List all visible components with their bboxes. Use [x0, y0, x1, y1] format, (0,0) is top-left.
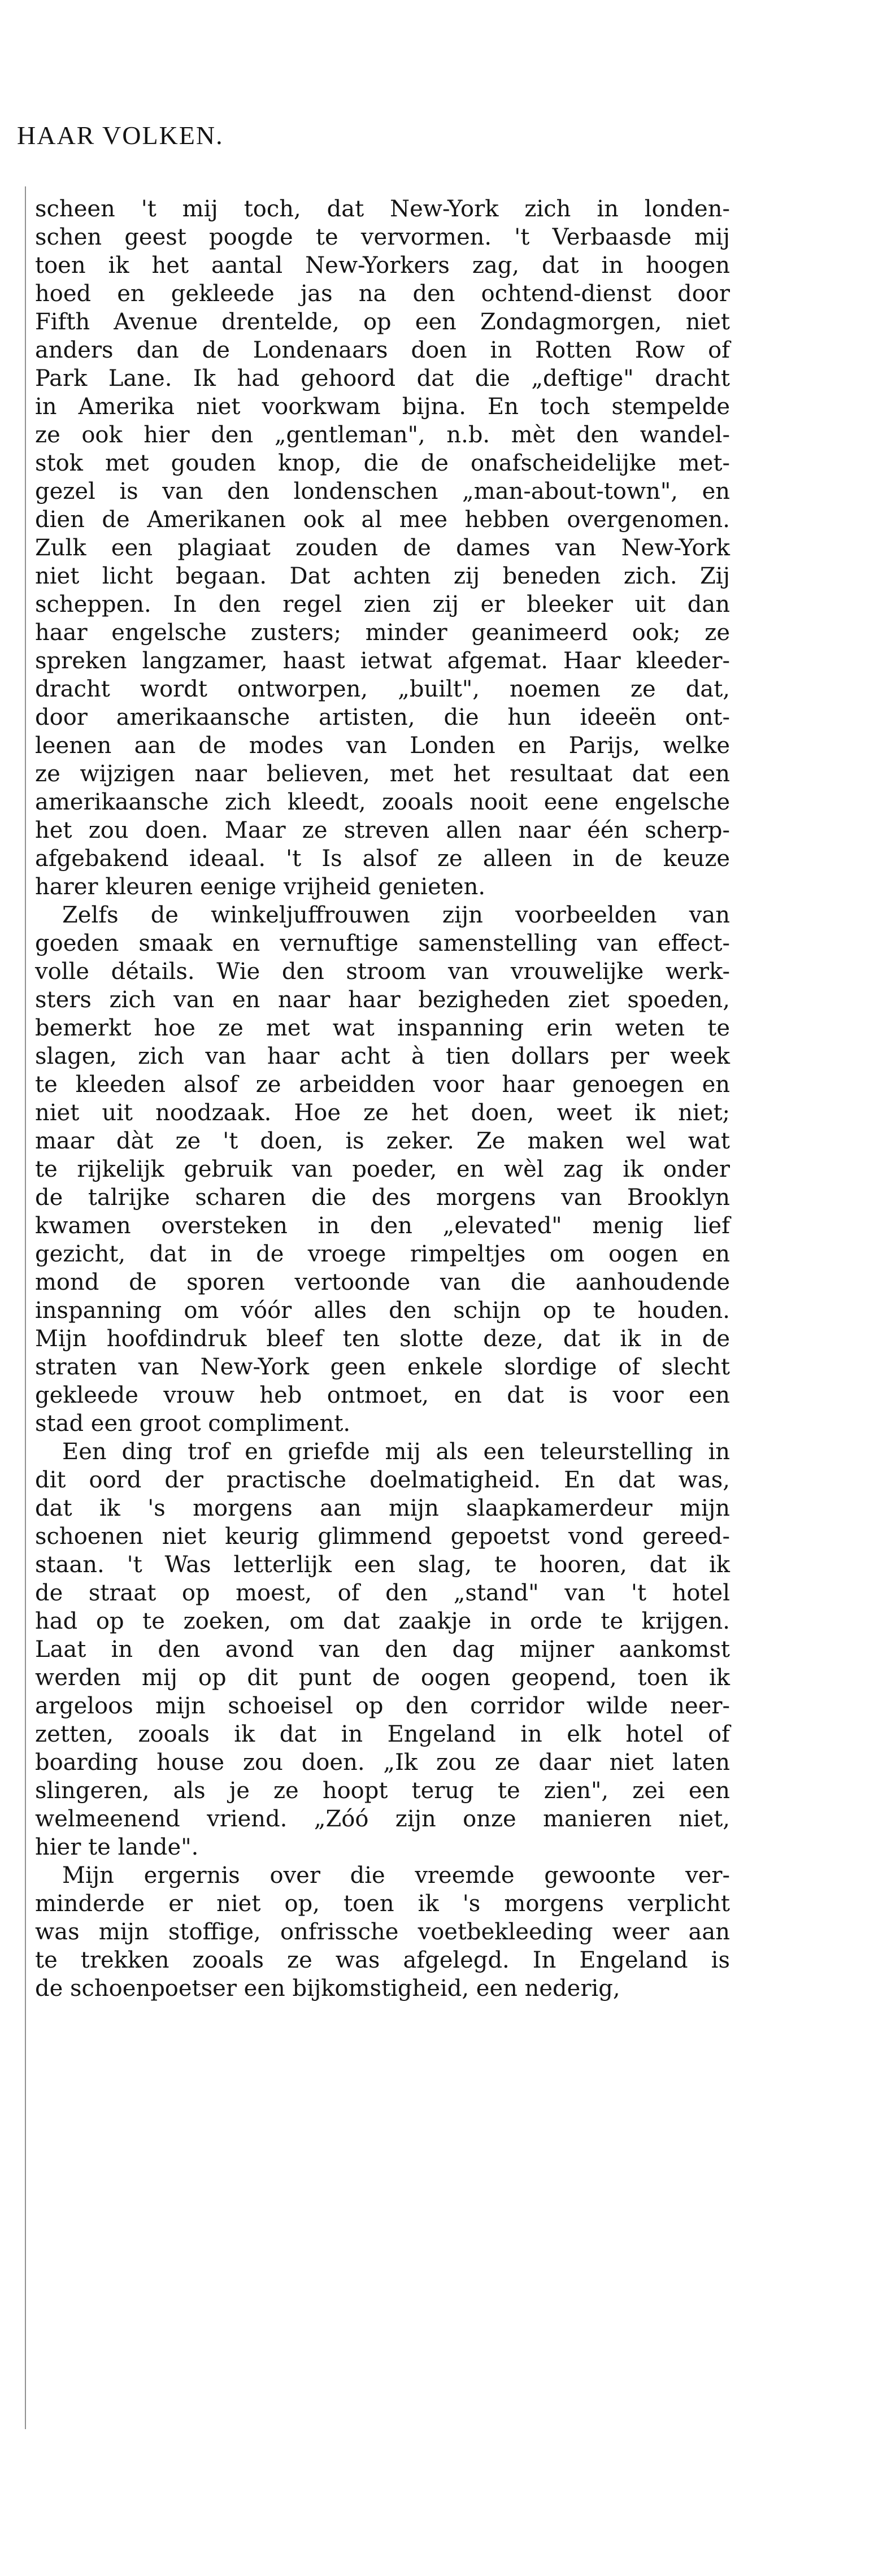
text-line: hoed en gekleede jas na den ochtend-dienst door [35, 281, 730, 307]
text-line: Mijn ergernis over die vreemde gewoonte ver- [62, 1863, 730, 1889]
text-line: spreken langzamer, haast ietwat afgemat. Haar kleeder- [35, 648, 730, 674]
text-line: Zulk een plagiaat zouden de dames van New-York [35, 535, 730, 561]
text-line: in Amerika niet voorkwam bijna. En toch stempelde [35, 394, 730, 420]
text-line: boarding house zou doen. „Ik zou ze daar niet laten [35, 1750, 730, 1776]
text-line: niet licht begaan. Dat achten zij beneden zich. Zij [35, 563, 730, 589]
text-line: Park Lane. Ik had gehoord dat die „deftige" dracht [35, 365, 730, 391]
text-line: werden mij op dit punt de oogen geopend, toen ik [35, 1665, 730, 1691]
text-line: ze ook hier den „gentleman", n.b. mèt den wandel- [35, 422, 730, 448]
text-line: ze wijzigen naar believen, met het resultaat dat een [35, 761, 730, 787]
text-line: sters zich van en naar haar bezigheden ziet spoeden, [35, 987, 730, 1013]
text-line: Laat in den avond van den dag mijner aankomst [35, 1637, 730, 1663]
text-line: goeden smaak en vernuftige samenstelling van effect- [35, 930, 730, 956]
text-line: maar dàt ze 't doen, is zeker. Ze maken wel wat [35, 1128, 730, 1154]
text-line: de straat op moest, of den „stand" van 't hotel [35, 1580, 730, 1606]
text-line: volle détails. Wie den stroom van vrouwelijke werk- [35, 959, 730, 985]
text-line: schoenen niet keurig glimmend gepoetst vond gereed- [35, 1524, 730, 1550]
text-line: Zelfs de winkeljuffrouwen zijn voorbeelden van [62, 902, 730, 928]
text-line: harer kleuren eenige vrijheid genieten. [35, 874, 486, 900]
text-line: de talrijke scharen die des morgens van Brooklyn [35, 1185, 730, 1211]
text-line: gezel is van den londenschen „man-about-town", en [35, 478, 730, 504]
paragraph [35, 1861, 730, 2003]
text-line: staan. 't Was letterlijk een slag, te hooren, dat ik [35, 1552, 730, 1578]
text-line: dracht wordt ontworpen, „built", noemen ze dat, [35, 676, 730, 702]
paragraph [35, 901, 730, 1438]
text-line: stad een groot compliment. [35, 1411, 351, 1437]
text-line: anders dan de Londenaars doen in Rotten Row of [35, 337, 730, 363]
text-line: Een ding trof en griefde mij als een teleurstelling in [62, 1439, 730, 1465]
text-line: zetten, zooals ik dat in Engeland in elk hotel of [35, 1721, 730, 1747]
text-line: was mijn stoffige, onfrissche voetbekleeding weer aan [35, 1919, 730, 1945]
text-line: Mijn hoofdindruk bleef ten slotte deze, dat ik in de [35, 1326, 730, 1352]
text-line: slagen, zich van haar acht à tien dollars per week [35, 1043, 730, 1069]
text-line: gezicht, dat in de vroege rimpeltjes om oogen en [35, 1241, 730, 1267]
text-line: toen ik het aantal New-Yorkers zag, dat in hoogen [35, 253, 730, 279]
text-line: afgebakend ideaal. 't Is alsof ze alleen in de keuze [35, 846, 730, 872]
text-line: hier te lande". [35, 1834, 199, 1860]
text-line: had op te zoeken, om dat zaakje in orde te krijgen. [35, 1608, 730, 1634]
paragraph [35, 1438, 730, 1861]
text-line: de schoenpoetser een bijkomstigheid, een nederig, [35, 1975, 620, 2001]
text-line: haar engelsche zusters; minder geanimeerd ook; ze [35, 620, 730, 646]
text-line: schen geest poogde te vervormen. 't Verbaasde mij [35, 224, 730, 250]
text-line: gekleede vrouw heb ontmoet, en dat is voor een [35, 1382, 730, 1408]
text-line: slingeren, als je ze hoopt terug te zien", zei een [35, 1778, 730, 1804]
text-line: te rijkelijk gebruik van poeder, en wèl zag ik onder [35, 1156, 730, 1182]
text-line: dit oord der practische doelmatigheid. En dat was, [35, 1467, 730, 1493]
paragraph [35, 195, 730, 901]
text-line: door amerikaansche artisten, die hun ideeën ont- [35, 704, 730, 730]
text-line: scheppen. In den regel zien zij er bleeker uit dan [35, 591, 730, 617]
text-line: minderde er niet op, toen ik 's morgens verplicht [35, 1891, 730, 1917]
margin-rule [25, 186, 26, 2429]
text-line: leenen aan de modes van Londen en Parijs, welke [35, 733, 730, 759]
text-line: mond de sporen vertoonde van die aanhoudende [35, 1269, 730, 1295]
text-line: welmeenend vriend. „Zóó zijn onze manieren niet, [35, 1806, 730, 1832]
body-text [35, 195, 730, 2003]
text-line: te trekken zooals ze was afgelegd. In Engeland is [35, 1947, 730, 1973]
text-line: niet uit noodzaak. Hoe ze het doen, weet ik niet; [35, 1100, 730, 1126]
text-line: inspanning om vóór alles den schijn op te houden. [35, 1298, 730, 1324]
text-line: stok met gouden knop, die de onafscheidelijke met- [35, 450, 730, 476]
text-line: dien de Amerikanen ook al mee hebben overgenomen. [35, 507, 730, 533]
text-line: scheen 't mij toch, dat New-York zich in londen- [35, 196, 730, 222]
text-line: dat ik 's morgens aan mijn slaapkamerdeur mijn [35, 1495, 730, 1521]
text-line: te kleeden alsof ze arbeidden voor haar genoegen en [35, 1072, 730, 1098]
text-line: straten van New-York geen enkele slordige of slecht [35, 1354, 730, 1380]
text-line: kwamen oversteken in den „elevated" menig lief [35, 1213, 730, 1239]
text-line: amerikaansche zich kleedt, zooals nooit eene engelsche [35, 789, 730, 815]
running-head-title: HAAR VOLKEN. [17, 121, 224, 150]
text-line: het zou doen. Maar ze streven allen naar één scherp- [35, 817, 730, 843]
text-line: argeloos mijn schoeisel op den corridor wilde neer- [35, 1693, 730, 1719]
text-line: bemerkt hoe ze met wat inspanning erin weten te [35, 1015, 730, 1041]
text-line: Fifth Avenue drentelde, op een Zondagmorgen, niet [35, 309, 730, 335]
